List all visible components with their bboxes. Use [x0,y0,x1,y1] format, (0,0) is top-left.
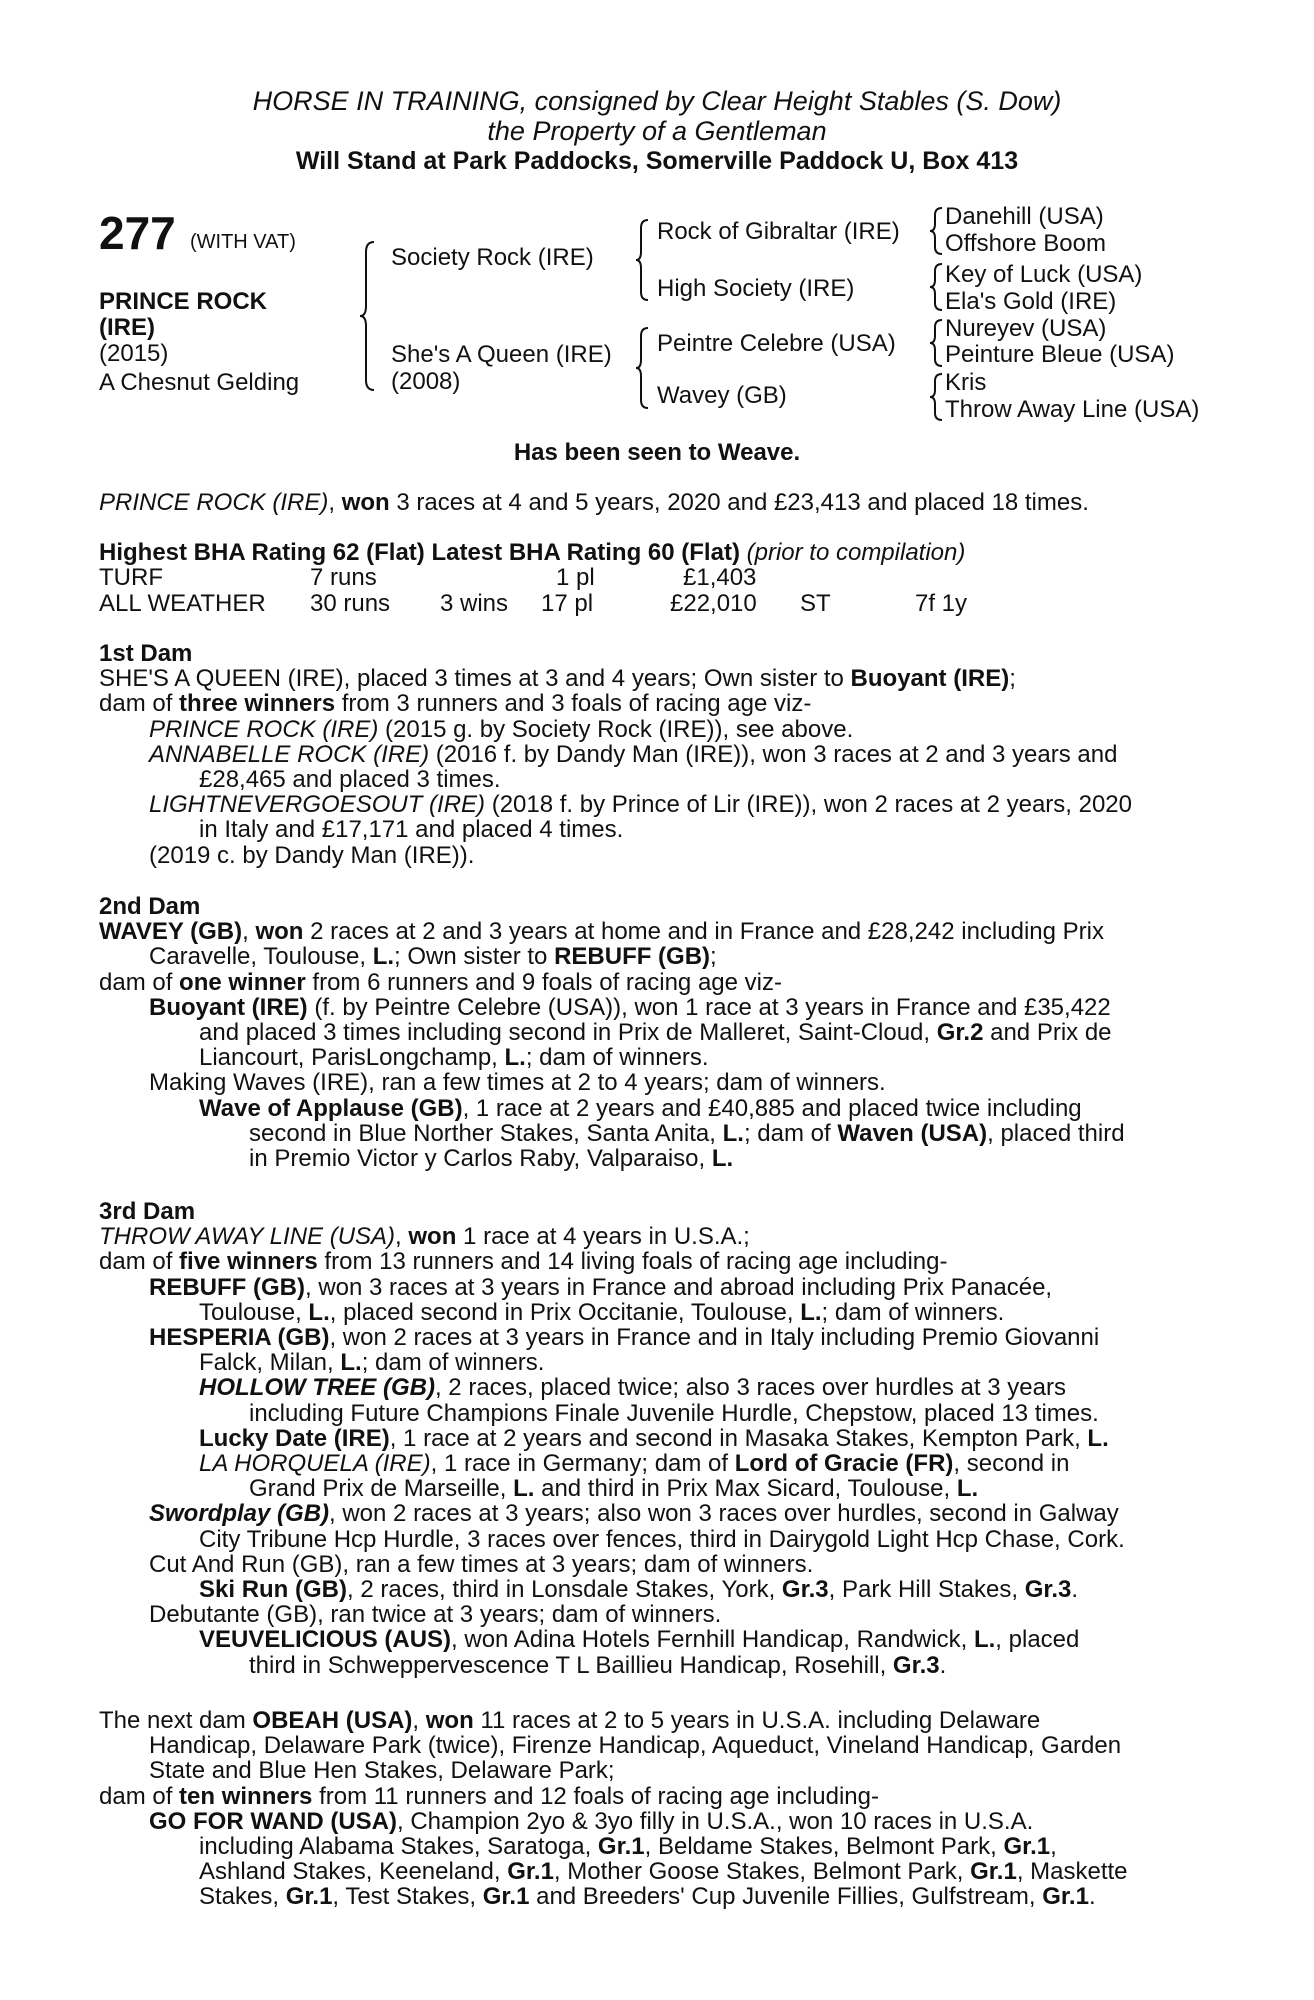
first-dam-line: SHE'S A QUEEN (IRE), placed 3 times at 3 and 4 years; Own sister to Buoyant (IRE); [99,666,1016,692]
property-line: the Property of a Gentleman [487,116,827,146]
pedigree-sire-dam: High Society (IRE) [657,275,855,302]
second-dam-line: and placed 3 times including second in Prix de Malleret, Saint-Cloud, Gr.2 and Prix de [199,1020,1112,1046]
summary-text: 3 races at 4 and 5 years, 2020 and £23,413 and placed 18 times. [389,489,1089,516]
next-dam-line: Stakes, Gr.1, Test Stakes, Gr.1 and Breeders' Cup Juvenile Fillies, Gulfstream, Gr.1. [199,1884,1096,1910]
third-dam-line: THROW AWAY LINE (USA), won 1 race at 4 years in U.S.A.; [99,1224,750,1250]
first-dam-line: £28,465 and placed 3 times. [199,767,501,793]
pedigree-sire: Society Rock (IRE) [391,244,594,271]
second-dam-line: second in Blue Norther Stakes, Santa Anita, L.; dam of Waven (USA), placed third [249,1120,1125,1147]
third-dam-line: Debutante (GB), ran twice at 3 years; dam of winners. [149,1602,722,1628]
ratings-runs-aw: 30 runs [310,590,391,617]
second-dam-line: Buoyant (IRE) (f. by Peintre Celebre (USA)), won 1 race at 3 years in France and £35,422 [149,994,1111,1021]
next-dam-line: Handicap, Delaware Park (twice), Firenze Handicap, Aqueduct, Vineland Handicap, Garden [149,1733,1122,1759]
horse-name-country: (IRE) [99,314,155,341]
third-dam-line: Cut And Run (GB), ran a few times at 3 years; dam of winners. [149,1551,814,1578]
first-dam-line: in Italy and £17,171 and placed 4 times. [199,817,624,843]
race-summary: PRINCE ROCK (IRE), won 3 races at 4 and 5 years, 2020 and £23,413 and placed 18 times. [99,489,1089,516]
ratings-earnings-turf: £1,403 [683,564,757,591]
next-dam-line: State and Blue Hen Stakes, Delaware Park; [149,1758,615,1784]
ratings-heading [99,540,965,566]
third-dam-line: third in Schweppervescence T L Baillieu Handicap, Rosehill, Gr.3. [249,1652,947,1678]
pedigree-g8: Throw Away Line (USA) [945,396,1200,423]
ratings-earnings-aw: £22,010 [670,590,757,617]
third-dam-section [99,1199,1209,1678]
next-dam-line: The next dam OBEAH (USA), won 11 races at 2 to 5 years in U.S.A. including Delaware [99,1708,1041,1734]
pedigree-g4: Ela's Gold (IRE) [945,288,1117,315]
pedigree-sire-sire: Rock of Gibraltar (IRE) [657,218,900,245]
pedigree-g7: Kris [945,369,987,396]
pedigree-g6: Peinture Bleue (USA) [945,341,1175,368]
third-dam-line: LA HORQUELA (IRE), 1 race in Germany; dam of Lord of Gracie (FR), second in [199,1451,1070,1477]
second-dam-line: in Premio Victor y Carlos Raby, Valparaiso, L. [249,1146,734,1172]
pedigree-dam-sire: Peintre Celebre (USA) [657,330,896,357]
ratings-runs-turf: 7 runs [310,564,377,591]
second-dam-heading: 2nd Dam [99,894,201,920]
second-dam-line: Caravelle, Toulouse, L.; Own sister to REBUFF (GB); [149,944,717,970]
second-dam-line: Liancourt, ParisLongchamp, L.; dam of winners. [199,1045,709,1071]
third-dam-line: Swordplay (GB), won 2 races at 3 years; also won 3 races over hurdles, second in Galway [149,1501,1119,1527]
third-dam-line: REBUFF (GB), won 3 races at 3 years in France and abroad including Prix Panacée, [149,1274,1053,1300]
pedigree-bracket-main [360,240,390,392]
pedigree-dam: She's A Queen (IRE) [391,341,612,368]
second-dam-line: dam of one winner from 6 runners and 9 foals of racing age viz- [99,969,782,995]
pedigree-g1: Danehill (USA) [945,203,1104,230]
ratings-wins-aw: 3 wins [440,590,509,617]
next-dam-line: Ashland Stakes, Keeneland, Gr.1, Mother Goose Stakes, Belmont Park, Gr.1, Maskette [199,1859,1128,1885]
third-dam-line: Grand Prix de Marseille, L. and third in Prix Max Sicard, Toulouse, L. [249,1476,979,1502]
consignor-line: HORSE IN TRAINING, consigned by Clear Height Stables (S. Dow) [252,86,1062,116]
pedigree-dam-year: (2008) [391,368,461,395]
pedigree-bracket-dam [636,326,658,410]
first-dam-line: dam of three winners from 3 runners and 3 foals of racing age viz- [99,691,812,717]
first-dam-line: PRINCE ROCK (IRE) (2015 g. by Society Rock (IRE)), see above. [149,716,854,742]
vat-note: (WITH VAT) [190,231,296,253]
ratings-note: (prior to compilation) [746,539,966,566]
third-dam-line: Falck, Milan, L.; dam of winners. [199,1350,545,1376]
weave-note: Has been seen to Weave. [513,439,801,466]
third-dam-line: including Future Champions Finale Juvenile Hurdle, Chepstow, placed 13 times. [249,1400,1099,1426]
ratings-placed-aw: 17 pl [541,590,594,617]
horse-description: A Chesnut Gelding [99,369,300,396]
third-dam-line: Ski Run (GB), 2 races, third in Lonsdale Stakes, York, Gr.3, Park Hill Stakes, Gr.3. [199,1577,1079,1603]
ratings-st-aw: ST [800,590,831,617]
third-dam-line: Lucky Date (IRE), 1 race at 2 years and second in Masaka Stakes, Kempton Park, L. [199,1425,1109,1452]
ratings-title: Highest BHA Rating 62 (Flat) Latest BHA Rating 60 (Flat) [99,539,740,566]
third-dam-line: HESPERIA (GB), won 2 races at 3 years in France and in Italy including Premio Giovanni [149,1325,1100,1351]
second-dam-section [99,894,1209,1171]
next-dam-line: including Alabama Stakes, Saratoga, Gr.1, Beldame Stakes, Belmont Park, Gr.1, [199,1834,1057,1860]
pedigree-bracket-sire [636,218,658,302]
horse-year: (2015) [99,340,169,367]
first-dam-heading: 1st Dam [99,641,193,667]
pedigree-g5: Nureyev (USA) [945,315,1107,342]
next-dam-line: GO FOR WAND (USA), Champion 2yo & 3yo filly in U.S.A., won 10 races in U.S.A. [149,1808,1034,1835]
third-dam-line: City Tribune Hcp Hurdle, 3 races over fences, third in Dairygold Light Hcp Chase, Cork. [199,1526,1125,1552]
pedigree-g2: Offshore Boom [945,230,1106,257]
second-dam-line: Wave of Applause (GB), 1 race at 2 years and £40,885 and placed twice including [199,1095,1082,1121]
third-dam-line: dam of five winners from 13 runners and 14 living foals of racing age including- [99,1249,948,1275]
ratings-surface-aw: ALL WEATHER [99,590,266,617]
first-dam-section [99,641,1209,868]
third-dam-line: HOLLOW TREE (GB), 2 races, placed twice; also 3 races over hurdles at 3 years [199,1375,1066,1401]
next-dam-line: dam of ten winners from 11 runners and 12 foals of racing age including- [99,1783,879,1809]
ratings-surface-turf: TURF [99,564,163,591]
pedigree-g3: Key of Luck (USA) [945,261,1143,288]
second-dam-line: Making Waves (IRE), ran a few times at 2 to 4 years; dam of winners. [149,1070,886,1096]
first-dam-line: LIGHTNEVERGOESOUT (IRE) (2018 f. by Prince of Lir (IRE)), won 2 races at 2 years, 2020 [149,792,1133,818]
horse-name: PRINCE ROCK [99,288,268,315]
lot-number: 277 [99,207,176,259]
ratings-placed-turf: 1 pl [556,564,595,591]
second-dam-line: WAVEY (GB), won 2 races at 2 and 3 years at home and in France and £28,242 including Prix [99,919,1104,945]
summary-horse-name: PRINCE ROCK (IRE) [99,489,329,516]
next-dam-section [99,1708,1209,1910]
third-dam-line: Toulouse, L., placed second in Prix Occitanie, Toulouse, L.; dam of winners. [199,1299,1005,1326]
first-dam-line: (2019 c. by Dandy Man (IRE)). [149,842,475,868]
stand-line: Will Stand at Park Paddocks, Somerville Paddock U, Box 413 [295,147,1019,175]
third-dam-line: VEUVELICIOUS (AUS), won Adina Hotels Fernhill Handicap, Randwick, L., placed [199,1627,1080,1653]
summary-won: won [341,489,390,516]
third-dam-heading: 3rd Dam [99,1199,196,1225]
ratings-dist-aw: 7f 1y [915,590,968,617]
first-dam-line: ANNABELLE ROCK (IRE) (2016 f. by Dandy Man (IRE)), won 3 races at 2 and 3 years and [149,741,1118,768]
pedigree-dam-dam: Wavey (GB) [657,382,787,409]
